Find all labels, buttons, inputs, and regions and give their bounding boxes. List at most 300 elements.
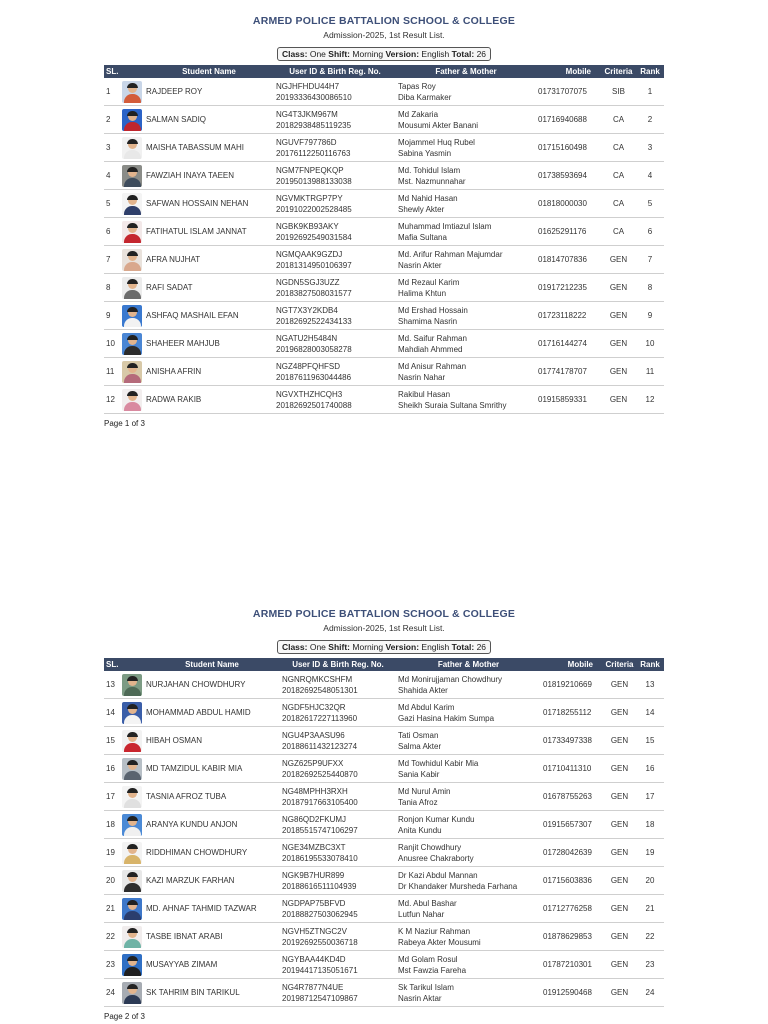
- mother-name: Shamima Nasrin: [398, 316, 458, 326]
- father-name: Mojammel Huq Rubel: [398, 137, 475, 147]
- student-photo: [122, 81, 142, 103]
- mobile-number: 01716144274: [536, 330, 601, 358]
- student-name: KAZI MARZUK FARHAN: [144, 867, 280, 895]
- student-photo-cell: [120, 811, 144, 839]
- rank: 13: [636, 671, 664, 699]
- row-sl: 11: [104, 358, 120, 386]
- table-header: [104, 658, 664, 671]
- ids-cell: [274, 274, 396, 302]
- student-name: ARANYA KUNDU ANJON: [144, 811, 280, 839]
- birth-reg-no: 20188611432123274: [282, 741, 358, 751]
- table-row: [104, 246, 664, 274]
- student-name: FATIHATUL ISLAM JANNAT: [144, 218, 274, 246]
- mother-name: Mousumi Akter Banani: [398, 120, 479, 130]
- user-id: NGZ625P9UFXX: [282, 758, 344, 768]
- student-photo-cell: [120, 867, 144, 895]
- mother-name: Mst. Nazmunnahar: [398, 176, 466, 186]
- user-id: NGVMKTRGP7PY: [276, 193, 343, 203]
- ids-cell: [280, 951, 396, 979]
- page-footer: Page 2 of 3: [104, 1012, 145, 1021]
- row-sl: 2: [104, 106, 120, 134]
- table-row: [104, 923, 664, 951]
- table-header: [104, 65, 664, 78]
- col-rank: Rank: [636, 65, 664, 78]
- mobile-number: 01712776258: [541, 895, 603, 923]
- criteria: GEN: [601, 302, 636, 330]
- row-sl: 13: [104, 671, 120, 699]
- mother-name: Shewly Akter: [398, 204, 445, 214]
- criteria: GEN: [603, 699, 636, 727]
- mobile-number: 01787210301: [541, 951, 603, 979]
- father-name: Muhammad Imtiazul Islam: [398, 221, 492, 231]
- birth-reg-no: 20182692522434133: [276, 316, 352, 326]
- table-row: [104, 358, 664, 386]
- father-name: Rakibul Hasan: [398, 389, 451, 399]
- col-rank: Rank: [636, 658, 664, 671]
- parents-cell: [396, 867, 541, 895]
- rank: 19: [636, 839, 664, 867]
- ids-cell: [274, 190, 396, 218]
- mobile-number: 01731707075: [536, 78, 601, 106]
- mobile-number: 01814707836: [536, 246, 601, 274]
- student-name: HIBAH OSMAN: [144, 727, 280, 755]
- table-row: [104, 190, 664, 218]
- row-sl: 9: [104, 302, 120, 330]
- row-sl: 24: [104, 979, 120, 1007]
- rank: 15: [636, 727, 664, 755]
- birth-reg-no: 20186195533078410: [282, 853, 358, 863]
- ids-cell: [280, 727, 396, 755]
- mother-name: Sania Kabir: [398, 769, 440, 779]
- parents-cell: [396, 330, 536, 358]
- father-name: Tati Osman: [398, 730, 439, 740]
- table-row: [104, 106, 664, 134]
- mother-name: Shahida Akter: [398, 685, 448, 695]
- ids-cell: [274, 218, 396, 246]
- col-sl: SL.: [106, 67, 119, 76]
- parents-cell: [396, 358, 536, 386]
- user-id: NGDPAP75BFVD: [282, 898, 346, 908]
- row-sl: 22: [104, 923, 120, 951]
- father-name: Md Golam Rosul: [398, 954, 458, 964]
- user-id: NG48MPHH3RXH: [282, 786, 348, 796]
- student-name: RAJDEEP ROY: [144, 78, 274, 106]
- father-name: Md Nahid Hasan: [398, 193, 458, 203]
- col-ids: User ID & Birth Reg. No.: [280, 658, 396, 671]
- student-photo: [122, 730, 142, 752]
- student-name: MUSAYYAB ZIMAM: [144, 951, 280, 979]
- result-subtitle: Admission-2025, 1st Result List.: [323, 623, 445, 633]
- rank: 3: [636, 134, 664, 162]
- mobile-number: 01718255112: [541, 699, 603, 727]
- table-row: [104, 951, 664, 979]
- user-id: NGE34MZBC3XT: [282, 842, 346, 852]
- birth-reg-no: 20185515747106297: [282, 825, 358, 835]
- row-sl: 14: [104, 699, 120, 727]
- mobile-number: 01819210669: [541, 671, 603, 699]
- student-photo-cell: [120, 839, 144, 867]
- mobile-number: 01728042639: [541, 839, 603, 867]
- student-name: NURJAHAN CHOWDHURY: [144, 671, 280, 699]
- school-title: ARMED POLICE BATTALION SCHOOL & COLLEGE: [252, 608, 516, 620]
- table-row: [104, 979, 664, 1007]
- student-photo: [122, 674, 142, 696]
- birth-reg-no: 20182692501740088: [276, 400, 352, 410]
- student-photo: [122, 193, 142, 215]
- criteria: GEN: [601, 274, 636, 302]
- parents-cell: [396, 755, 541, 783]
- student-photo-cell: [120, 246, 144, 274]
- rank: 11: [636, 358, 664, 386]
- student-photo-cell: [120, 106, 144, 134]
- mother-name: Sheikh Suraia Sultana Smrithy: [398, 400, 507, 410]
- student-name: SK TAHRIM BIN TARIKUL: [144, 979, 280, 1007]
- student-photo: [122, 333, 142, 355]
- col-student-name: Student Name: [144, 65, 274, 78]
- mother-name: Mst Fawzia Fareha: [398, 965, 467, 975]
- birth-reg-no: 20182938485119235: [276, 120, 352, 130]
- parents-cell: [396, 218, 536, 246]
- birth-reg-no: 20187611963044486: [276, 372, 352, 382]
- row-sl: 15: [104, 727, 120, 755]
- row-sl: 12: [104, 386, 120, 414]
- ids-cell: [280, 979, 396, 1007]
- table-row: [104, 755, 664, 783]
- parents-cell: [396, 190, 536, 218]
- student-name: SALMAN SADIQ: [144, 106, 274, 134]
- mobile-number: 01818000030: [536, 190, 601, 218]
- row-sl: 6: [104, 218, 120, 246]
- student-photo: [122, 898, 142, 920]
- rank: 8: [636, 274, 664, 302]
- parents-cell: [396, 78, 536, 106]
- birth-reg-no: 20196828003058278: [276, 344, 352, 354]
- user-id: NGZ48PFQHFSD: [276, 361, 341, 371]
- table-row: [104, 302, 664, 330]
- school-title: ARMED POLICE BATTALION SCHOOL & COLLEGE: [252, 15, 516, 27]
- ids-cell: [274, 134, 396, 162]
- ids-cell: [280, 671, 396, 699]
- mother-name: Anita Kundu: [398, 825, 442, 835]
- user-id: NG4R7877N4UE: [282, 982, 344, 992]
- table-row: [104, 671, 664, 699]
- student-photo-cell: [120, 162, 144, 190]
- birth-reg-no: 20192692549031584: [276, 232, 352, 242]
- ids-cell: [274, 106, 396, 134]
- row-sl: 3: [104, 134, 120, 162]
- mobile-number: 01915859331: [536, 386, 601, 414]
- student-photo-cell: [120, 190, 144, 218]
- mobile-number: 01915657307: [541, 811, 603, 839]
- birth-reg-no: 20187917663105400: [282, 797, 358, 807]
- criteria: CA: [601, 218, 636, 246]
- ids-cell: [280, 839, 396, 867]
- criteria: GEN: [603, 867, 636, 895]
- rank: 4: [636, 162, 664, 190]
- rank: 21: [636, 895, 664, 923]
- father-name: Md. Arifur Rahman Majumdar: [398, 249, 503, 259]
- col-photo: [120, 658, 144, 671]
- mother-name: Nasrin Nahar: [398, 372, 446, 382]
- rank: 20: [636, 867, 664, 895]
- parents-cell: [396, 162, 536, 190]
- parents-cell: [396, 895, 541, 923]
- mobile-number: 01723118222: [536, 302, 601, 330]
- mother-name: Mahdiah Ahmmed: [398, 344, 463, 354]
- student-photo-cell: [120, 671, 144, 699]
- birth-reg-no: 20182692525440870: [282, 769, 358, 779]
- ids-cell: [274, 330, 396, 358]
- student-name: RAFI SADAT: [144, 274, 274, 302]
- parents-cell: [396, 134, 536, 162]
- birth-reg-no: 20182617227113960: [282, 713, 358, 723]
- page-footer: Page 1 of 3: [104, 419, 145, 428]
- criteria: GEN: [601, 246, 636, 274]
- father-name: Md Rezaul Karim: [398, 277, 460, 287]
- table-row: [104, 386, 664, 414]
- student-name: RIDDHIMAN CHOWDHURY: [144, 839, 280, 867]
- father-name: Tapas Roy: [398, 81, 436, 91]
- ids-cell: [280, 895, 396, 923]
- criteria: CA: [601, 106, 636, 134]
- parents-cell: [396, 811, 541, 839]
- criteria: CA: [601, 162, 636, 190]
- col-mobile: Mobile: [541, 658, 603, 671]
- student-photo: [122, 137, 142, 159]
- col-parents: Father & Mother: [396, 65, 536, 78]
- ids-cell: [280, 755, 396, 783]
- father-name: Md Anisur Rahman: [398, 361, 467, 371]
- father-name: Md. Tohidul Islam: [398, 165, 461, 175]
- criteria: GEN: [603, 671, 636, 699]
- student-name: FAWZIAH INAYA TAEEN: [144, 162, 274, 190]
- mobile-number: 01715603836: [541, 867, 603, 895]
- table-body: [104, 78, 664, 414]
- student-photo: [122, 814, 142, 836]
- mother-name: Lutfun Nahar: [398, 909, 445, 919]
- mother-name: Dr Khandaker Mursheda Farhana: [398, 881, 518, 891]
- ids-cell: [274, 302, 396, 330]
- father-name: K M Naziur Rahman: [398, 926, 471, 936]
- mobile-number: 01733497338: [541, 727, 603, 755]
- student-name: MOHAMMAD ABDUL HAMID: [144, 699, 280, 727]
- student-photo: [122, 361, 142, 383]
- parents-cell: [396, 302, 536, 330]
- class-info-box: Class: One Shift: Morning Version: English Total: 26: [277, 640, 491, 654]
- father-name: Ranjit Chowdhury: [398, 842, 462, 852]
- mobile-number: 01710411310: [541, 755, 603, 783]
- parents-cell: [396, 979, 541, 1007]
- student-photo: [122, 277, 142, 299]
- criteria: CA: [601, 134, 636, 162]
- criteria: GEN: [603, 783, 636, 811]
- rank: 24: [636, 979, 664, 1007]
- ids-cell: [274, 358, 396, 386]
- birth-reg-no: 20181314950106397: [276, 260, 352, 270]
- mobile-number: 01878629853: [541, 923, 603, 951]
- parents-cell: [396, 699, 541, 727]
- mobile-number: 01625291176: [536, 218, 601, 246]
- parents-cell: [396, 839, 541, 867]
- mobile-number: 01912590468: [541, 979, 603, 1007]
- student-photo-cell: [120, 218, 144, 246]
- result-table: [104, 658, 664, 1007]
- rank: 17: [636, 783, 664, 811]
- father-name: Dr Kazi Abdul Mannan: [398, 870, 478, 880]
- criteria: SIB: [601, 78, 636, 106]
- user-id: NGMQAAK9GZDJ: [276, 249, 343, 259]
- parents-cell: [396, 671, 541, 699]
- col-parents: Father & Mother: [396, 658, 541, 671]
- birth-reg-no: 20193336430086510: [276, 92, 352, 102]
- student-name: SHAHEER MAHJUB: [144, 330, 274, 358]
- birth-reg-no: 20183827508031577: [276, 288, 352, 298]
- row-sl: 17: [104, 783, 120, 811]
- criteria: GEN: [603, 979, 636, 1007]
- user-id: NGNRQMKCSHFM: [282, 674, 353, 684]
- student-photo: [122, 109, 142, 131]
- criteria: GEN: [603, 923, 636, 951]
- user-id: NGU4P3AASU96: [282, 730, 345, 740]
- father-name: Md Abdul Karim: [398, 702, 455, 712]
- user-id: NG86QD2FKUMJ: [282, 814, 347, 824]
- birth-reg-no: 20198712547109867: [282, 993, 358, 1003]
- student-name: ANISHA AFRIN: [144, 358, 274, 386]
- student-name: MD TAMZIDUL KABIR MIA: [144, 755, 280, 783]
- ids-cell: [280, 811, 396, 839]
- table-row: [104, 274, 664, 302]
- user-id: NGVH5ZTNGC2V: [282, 926, 347, 936]
- col-sl: SL.: [106, 660, 119, 669]
- ids-cell: [274, 246, 396, 274]
- student-name: MD. AHNAF TAHMID TAZWAR: [144, 895, 280, 923]
- table-row: [104, 699, 664, 727]
- student-photo: [122, 305, 142, 327]
- row-sl: 7: [104, 246, 120, 274]
- birth-reg-no: 20176112250116763: [276, 148, 351, 158]
- student-photo-cell: [120, 386, 144, 414]
- user-id: NGK9B7HUR899: [282, 870, 345, 880]
- birth-reg-no: 20194417135051671: [282, 965, 358, 975]
- result-page-2: [104, 605, 664, 1021]
- student-photo-cell: [120, 783, 144, 811]
- student-photo: [122, 758, 142, 780]
- student-photo: [122, 702, 142, 724]
- rank: 7: [636, 246, 664, 274]
- row-sl: 8: [104, 274, 120, 302]
- row-sl: 16: [104, 755, 120, 783]
- student-photo-cell: [120, 923, 144, 951]
- criteria: GEN: [603, 895, 636, 923]
- criteria: GEN: [603, 839, 636, 867]
- student-photo-cell: [120, 274, 144, 302]
- student-photo: [122, 389, 142, 411]
- student-photo-cell: [120, 755, 144, 783]
- col-criteria: Criteria: [603, 658, 636, 671]
- mobile-number: 01678755263: [541, 783, 603, 811]
- mobile-number: 01917212235: [536, 274, 601, 302]
- student-name: AFRA NUJHAT: [144, 246, 274, 274]
- row-sl: 1: [104, 78, 120, 106]
- student-name: MAISHA TABASSUM MAHI: [144, 134, 274, 162]
- father-name: Md. Saifur Rahman: [398, 333, 467, 343]
- rank: 14: [636, 699, 664, 727]
- table-row: [104, 811, 664, 839]
- col-ids: User ID & Birth Reg. No.: [274, 65, 396, 78]
- criteria: CA: [601, 190, 636, 218]
- parents-cell: [396, 106, 536, 134]
- result-page-1: [104, 12, 664, 428]
- criteria: GEN: [601, 358, 636, 386]
- criteria: GEN: [603, 755, 636, 783]
- father-name: Md Ershad Hossain: [398, 305, 468, 315]
- result-subtitle: Admission-2025, 1st Result List.: [323, 30, 445, 40]
- user-id: NGDF5HJC32QR: [282, 702, 346, 712]
- criteria: GEN: [601, 386, 636, 414]
- user-id: NGUVF797786D: [276, 137, 337, 147]
- mother-name: Sabina Yasmin: [398, 148, 452, 158]
- student-name: RADWA RAKIB: [144, 386, 274, 414]
- ids-cell: [274, 78, 396, 106]
- birth-reg-no: 20191022002528485: [276, 204, 352, 214]
- row-sl: 21: [104, 895, 120, 923]
- table-row: [104, 895, 664, 923]
- rank: 9: [636, 302, 664, 330]
- rank: 1: [636, 78, 664, 106]
- col-mobile: Mobile: [536, 65, 601, 78]
- rank: 22: [636, 923, 664, 951]
- student-name: SAFWAN HOSSAIN NEHAN: [144, 190, 274, 218]
- parents-cell: [396, 274, 536, 302]
- mother-name: Salma Akter: [398, 741, 442, 751]
- student-photo-cell: [120, 330, 144, 358]
- mother-name: Gazi Hasina Hakim Sumpa: [398, 713, 495, 723]
- mother-name: Halima Khtun: [398, 288, 447, 298]
- table-row: [104, 727, 664, 755]
- mother-name: Diba Karmaker: [398, 92, 452, 102]
- parents-cell: [396, 386, 536, 414]
- parents-cell: [396, 727, 541, 755]
- student-photo: [122, 982, 142, 1004]
- row-sl: 18: [104, 811, 120, 839]
- user-id: NGBK9KB93AKY: [276, 221, 339, 231]
- birth-reg-no: 20195013988133038: [276, 176, 352, 186]
- rank: 2: [636, 106, 664, 134]
- rank: 10: [636, 330, 664, 358]
- criteria: GEN: [603, 951, 636, 979]
- mother-name: Rabeya Akter Mousumi: [398, 937, 481, 947]
- father-name: Md. Abul Bashar: [398, 898, 457, 908]
- student-photo-cell: [120, 979, 144, 1007]
- father-name: Ronjon Kumar Kundu: [398, 814, 475, 824]
- user-id: NGM7FNPEQKQP: [276, 165, 344, 175]
- mother-name: Tania Afroz: [398, 797, 438, 807]
- table-row: [104, 218, 664, 246]
- criteria: GEN: [603, 811, 636, 839]
- criteria: GEN: [603, 727, 636, 755]
- mobile-number: 01716940688: [536, 106, 601, 134]
- table-row: [104, 134, 664, 162]
- criteria: GEN: [601, 330, 636, 358]
- rank: 16: [636, 755, 664, 783]
- user-id: NGJHFHDU44H7: [276, 81, 340, 91]
- ids-cell: [274, 162, 396, 190]
- row-sl: 20: [104, 867, 120, 895]
- student-photo-cell: [120, 727, 144, 755]
- table-row: [104, 162, 664, 190]
- ids-cell: [280, 923, 396, 951]
- row-sl: 19: [104, 839, 120, 867]
